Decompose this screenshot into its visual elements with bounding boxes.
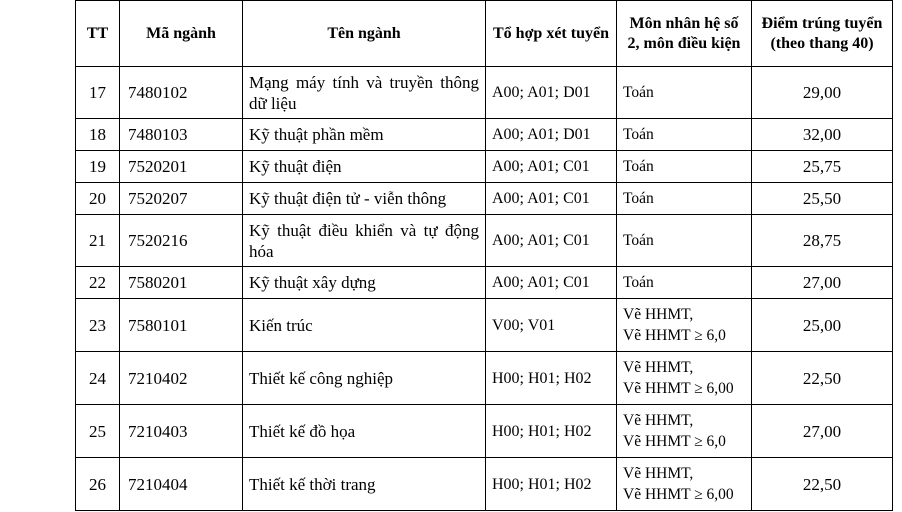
row-combo: A00; A01; C01 [486, 151, 617, 183]
row-subject-line: Vẽ HHMT ≥ 6,0 [623, 327, 726, 344]
row-subject [617, 119, 752, 151]
row-tt: 20 [76, 183, 120, 215]
row-subject-line: Toán [623, 126, 654, 143]
table-row [76, 67, 893, 119]
row-tt: 22 [76, 267, 120, 299]
row-subject [617, 267, 752, 299]
row-combo: H00; H01; H02 [486, 352, 617, 405]
row-subject [617, 405, 752, 458]
row-score: 22,50 [752, 352, 893, 405]
table-row [76, 405, 893, 458]
header-subject-line1: Môn nhân hệ số [629, 14, 739, 32]
row-combo: A00; A01; D01 [486, 67, 617, 119]
row-score: 22,50 [752, 458, 893, 511]
row-name: Kỹ thuật xây dựng [243, 267, 486, 299]
row-code: 7210402 [120, 352, 243, 405]
row-name: Thiết kế thời trang [243, 458, 486, 511]
row-tt: 23 [76, 299, 120, 352]
row-subject [617, 183, 752, 215]
header-tt: TT [76, 1, 120, 67]
row-subject-line: Toán [623, 84, 654, 101]
header-score-line2: (theo thang 40) [770, 34, 874, 52]
row-name: Kỹ thuật điều khiển và tự động hóa [243, 215, 486, 267]
header-score [752, 1, 893, 67]
row-code: 7210403 [120, 405, 243, 458]
row-name: Kỹ thuật phần mềm [243, 119, 486, 151]
header-row [76, 1, 893, 67]
row-code: 7480102 [120, 67, 243, 119]
table-row [76, 299, 893, 352]
row-combo: V00; V01 [486, 299, 617, 352]
header-subject-line2: 2, môn điều kiện [627, 34, 741, 52]
row-code: 7580201 [120, 267, 243, 299]
admission-scores-table [75, 0, 893, 511]
row-name: Thiết kế đồ họa [243, 405, 486, 458]
row-subject-line: Vẽ HHMT, [623, 359, 694, 376]
row-subject-line: Vẽ HHMT ≥ 6,00 [623, 486, 734, 503]
row-score: 27,00 [752, 267, 893, 299]
row-name: Kỹ thuật điện [243, 151, 486, 183]
row-combo: A00; A01; C01 [486, 183, 617, 215]
row-score: 27,00 [752, 405, 893, 458]
row-tt: 21 [76, 215, 120, 267]
header-score-line1: Điểm trúng tuyển [761, 14, 883, 32]
row-combo: A00; A01; C01 [486, 215, 617, 267]
row-tt: 18 [76, 119, 120, 151]
header-combo: Tổ hợp xét tuyển [486, 1, 617, 67]
row-tt: 19 [76, 151, 120, 183]
table-row [76, 183, 893, 215]
row-name: Kiến trúc [243, 299, 486, 352]
row-code: 7520201 [120, 151, 243, 183]
table-row [76, 151, 893, 183]
table-row [76, 458, 893, 511]
row-code: 7480103 [120, 119, 243, 151]
row-combo: A00; A01; D01 [486, 119, 617, 151]
row-subject [617, 151, 752, 183]
header-name: Tên ngành [243, 1, 486, 67]
row-subject [617, 67, 752, 119]
row-subject-line: Vẽ HHMT, [623, 306, 694, 323]
row-tt: 26 [76, 458, 120, 511]
table-row [76, 352, 893, 405]
row-combo: H00; H01; H02 [486, 458, 617, 511]
row-score: 32,00 [752, 119, 893, 151]
row-code: 7520216 [120, 215, 243, 267]
row-subject [617, 215, 752, 267]
row-subject-line: Toán [623, 274, 654, 291]
row-name: Kỹ thuật điện tử - viễn thông [243, 183, 486, 215]
row-score: 29,00 [752, 67, 893, 119]
row-subject [617, 352, 752, 405]
row-code: 7580101 [120, 299, 243, 352]
row-name: Thiết kế công nghiệp [243, 352, 486, 405]
row-subject-line: Vẽ HHMT, [623, 412, 694, 429]
table-row [76, 215, 893, 267]
table-row [76, 267, 893, 299]
row-subject-line: Vẽ HHMT ≥ 6,00 [623, 380, 734, 397]
row-combo: H00; H01; H02 [486, 405, 617, 458]
row-tt: 25 [76, 405, 120, 458]
row-combo: A00; A01; C01 [486, 267, 617, 299]
row-tt: 24 [76, 352, 120, 405]
table-row [76, 119, 893, 151]
row-subject-line: Toán [623, 158, 654, 175]
header-code: Mã ngành [120, 1, 243, 67]
row-name: Mạng máy tính và truyền thông dữ liệu [243, 67, 486, 119]
row-code: 7520207 [120, 183, 243, 215]
row-subject [617, 458, 752, 511]
row-score: 28,75 [752, 215, 893, 267]
row-subject-line: Vẽ HHMT, [623, 465, 694, 482]
row-subject-line: Toán [623, 232, 654, 249]
row-score: 25,00 [752, 299, 893, 352]
header-subject [617, 1, 752, 67]
row-tt: 17 [76, 67, 120, 119]
row-subject [617, 299, 752, 352]
table-body [76, 67, 893, 511]
row-code: 7210404 [120, 458, 243, 511]
row-subject-line: Toán [623, 190, 654, 207]
row-score: 25,75 [752, 151, 893, 183]
row-score: 25,50 [752, 183, 893, 215]
row-subject-line: Vẽ HHMT ≥ 6,0 [623, 433, 726, 450]
